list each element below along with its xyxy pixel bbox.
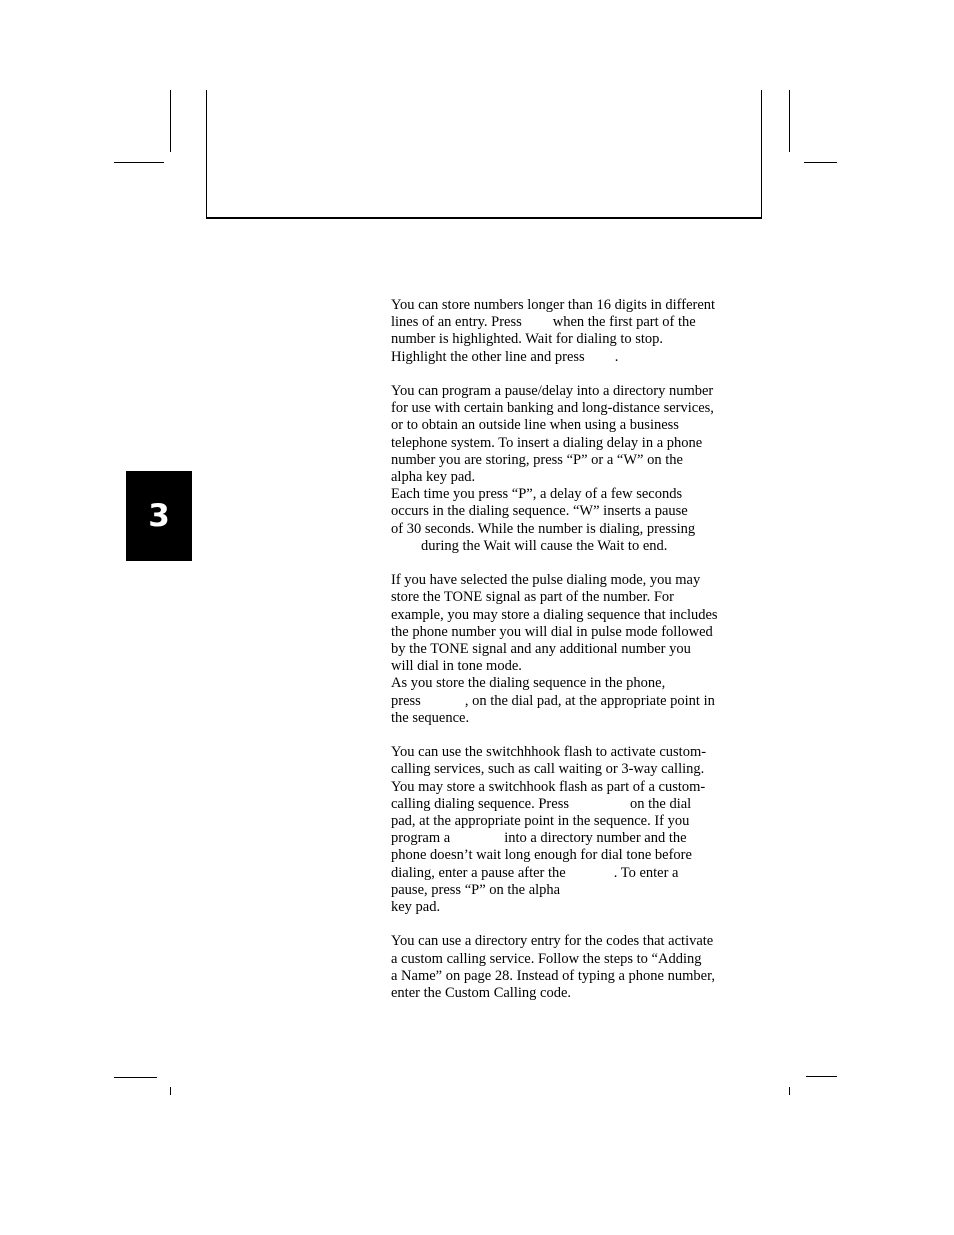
- paragraph-pause-delay: [391, 383, 751, 555]
- text-line: key pad.: [391, 899, 441, 916]
- crop-mark-bottom-left-vertical: [170, 1087, 171, 1095]
- text-line: a Name” on page 28. Instead of typing a phone number,: [391, 967, 715, 984]
- text-line: pause, press “P” on the alpha: [391, 881, 561, 898]
- text-line: lines of an entry. Press when the first part of the: [391, 314, 696, 331]
- text-line: phone doesn’t wait long enough for dial tone before: [391, 847, 692, 864]
- text-line: press , on the dial pad, at the appropriate point in: [391, 692, 715, 709]
- text-line: You can use the switchhhook flash to activate custom-: [391, 744, 707, 761]
- text-line: As you store the dialing sequence in the phone,: [391, 675, 666, 692]
- chapter-tab: [126, 471, 192, 561]
- crop-mark-top-left-vertical: [170, 90, 171, 152]
- text-line: Highlight the other line and press .: [391, 348, 619, 365]
- text-line: occurs in the dialing sequence. “W” inserts a pause: [391, 503, 688, 520]
- text-line: calling dialing sequence. Press on the dial: [391, 795, 692, 812]
- text-line: of 30 seconds. While the number is dialing, pressing: [391, 520, 696, 537]
- text-line: or to obtain an outside line when using a business: [391, 417, 679, 434]
- text-line: If you have selected the pulse dialing mode, you may: [391, 572, 701, 589]
- text-line: pad, at the appropriate point in the sequence. If you: [391, 813, 690, 830]
- text-line: by the TONE signal and any additional number you: [391, 641, 691, 658]
- text-line: You can use a directory entry for the codes that activate: [391, 933, 714, 950]
- text-line: You may store a switchhook flash as part of a custom-: [391, 778, 706, 795]
- text-line: number is highlighted. Wait for dialing to stop.: [391, 331, 664, 348]
- text-line: during the Wait will cause the Wait to end.: [421, 537, 668, 554]
- text-line: enter the Custom Calling code.: [391, 985, 572, 1002]
- crop-mark-bottom-right-horizontal: [806, 1076, 837, 1077]
- paragraph-switchhook-flash: [391, 744, 751, 916]
- text-line: the sequence.: [391, 709, 470, 726]
- paragraph-tone-signal: [391, 572, 751, 727]
- body-text: [391, 297, 751, 1019]
- crop-mark-top-right-vertical: [789, 90, 790, 152]
- paragraph-long-numbers: [391, 297, 751, 366]
- text-line: telephone system. To insert a dialing delay in a phone: [391, 434, 703, 451]
- text-line: You can program a pause/delay into a directory number: [391, 383, 714, 399]
- paragraph-custom-calling: [391, 933, 751, 1002]
- text-line: program a into a directory number and the: [391, 830, 687, 847]
- text-line: Each time you press “P”, a delay of a few seconds: [391, 486, 683, 503]
- crop-mark-top-left-horizontal: [114, 162, 164, 163]
- text-line: dialing, enter a pause after the . To enter a: [391, 864, 679, 881]
- crop-mark-bottom-right-vertical: [789, 1087, 790, 1095]
- text-line: will dial in tone mode.: [391, 658, 522, 675]
- text-line: You can store numbers longer than 16 digits in different: [391, 297, 716, 313]
- crop-mark-bottom-left-horizontal: [114, 1077, 157, 1078]
- text-line: store the TONE signal as part of the number. For: [391, 589, 674, 606]
- crop-mark-top-right-horizontal: [804, 162, 837, 163]
- text-line: calling services, such as call waiting or 3-way calling.: [391, 761, 705, 778]
- text-line: alpha key pad.: [391, 469, 476, 486]
- text-line: example, you may store a dialing sequence that includes: [391, 606, 718, 623]
- text-line: number you are storing, press “P” or a “W” on the: [391, 451, 683, 468]
- text-line: for use with certain banking and long-distance services,: [391, 400, 714, 417]
- chapter-tab-number: 3: [148, 498, 170, 534]
- text-line: the phone number you will dial in pulse mode followed: [391, 623, 713, 640]
- chapter-header-box: [206, 90, 762, 219]
- text-line: a custom calling service. Follow the steps to “Adding: [391, 950, 702, 967]
